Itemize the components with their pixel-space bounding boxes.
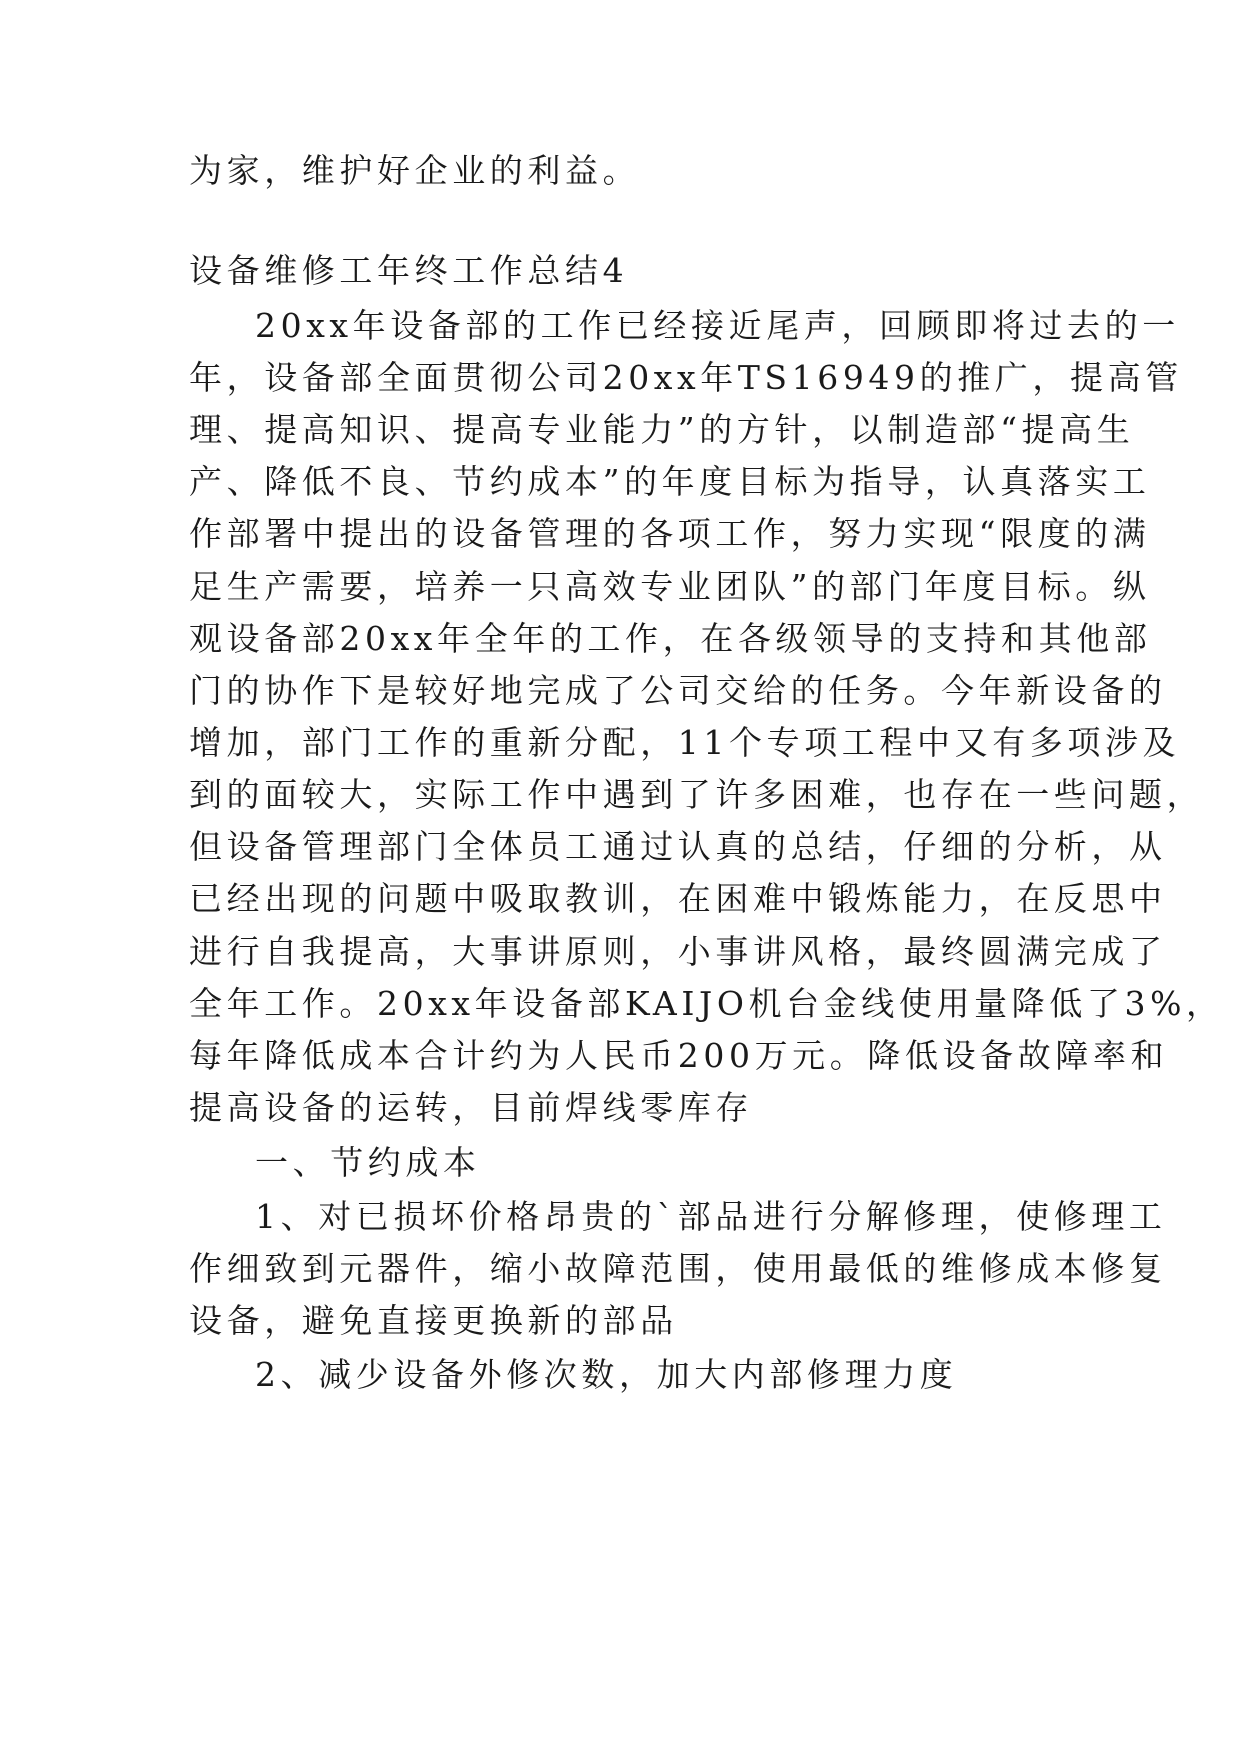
list-item-line: 2、减少设备外修次数，加大内部修理力度: [255, 1355, 958, 1394]
body-line: 作部署中提出的设备管理的各项工作，努力实现“限度的满: [189, 514, 1151, 553]
body-line: 年，设备部全面贯彻公司20xx年TS16949的推广，提高管: [189, 358, 1183, 397]
body-line: 每年降低成本合计约为人民币200万元。降低设备故障率和: [189, 1036, 1169, 1075]
body-line: 20xx年设备部的工作已经接近尾声，回顾即将过去的一: [255, 306, 1180, 345]
paragraph-end-line: 为家，维护好企业的利益。: [189, 151, 641, 190]
body-line: 提高设备的运转，目前焊线零库存: [189, 1088, 753, 1127]
list-item-line: 设备，避免直接更换新的部品: [189, 1301, 678, 1340]
body-line: 门的协作下是较好地完成了公司交给的任务。今年新设备的: [189, 671, 1167, 710]
body-line: 全年工作。20xx年设备部KAIJO机台金线使用量降低了3%，: [189, 984, 1224, 1023]
body-line: 观设备部20xx年全年的工作，在各级领导的支持和其他部: [189, 619, 1152, 658]
subsection-heading: 一、节约成本: [255, 1143, 481, 1182]
body-line: 已经出现的问题中吸取教训，在困难中锻炼能力，在反思中: [189, 879, 1167, 918]
list-item-line: 1、对已损坏价格昂贵的`部品进行分解修理，使修理工: [255, 1197, 1167, 1236]
body-line: 进行自我提高，大事讲原则，小事讲风格，最终圆满完成了: [189, 932, 1167, 971]
list-item-line: 作细致到元器件，缩小故障范围，使用最低的维修成本修复: [189, 1249, 1167, 1288]
body-line: 产、降低不良、节约成本”的年度目标为指导，认真落实工: [189, 462, 1151, 501]
body-line: 足生产需要，培养一只高效专业团队”的部门年度目标。纵: [189, 567, 1151, 606]
body-line: 到的面较大，实际工作中遇到了许多困难，也存在一些问题，: [189, 775, 1205, 814]
section-title: 设备维修工年终工作总结4: [189, 251, 629, 290]
body-line: 但设备管理部门全体员工通过认真的总结，仔细的分析，从: [189, 827, 1167, 866]
body-line: 增加，部门工作的重新分配，11个专项工程中又有多项涉及: [189, 723, 1181, 762]
body-line: 理、提高知识、提高专业能力”的方针，以制造部“提高生: [189, 410, 1135, 449]
